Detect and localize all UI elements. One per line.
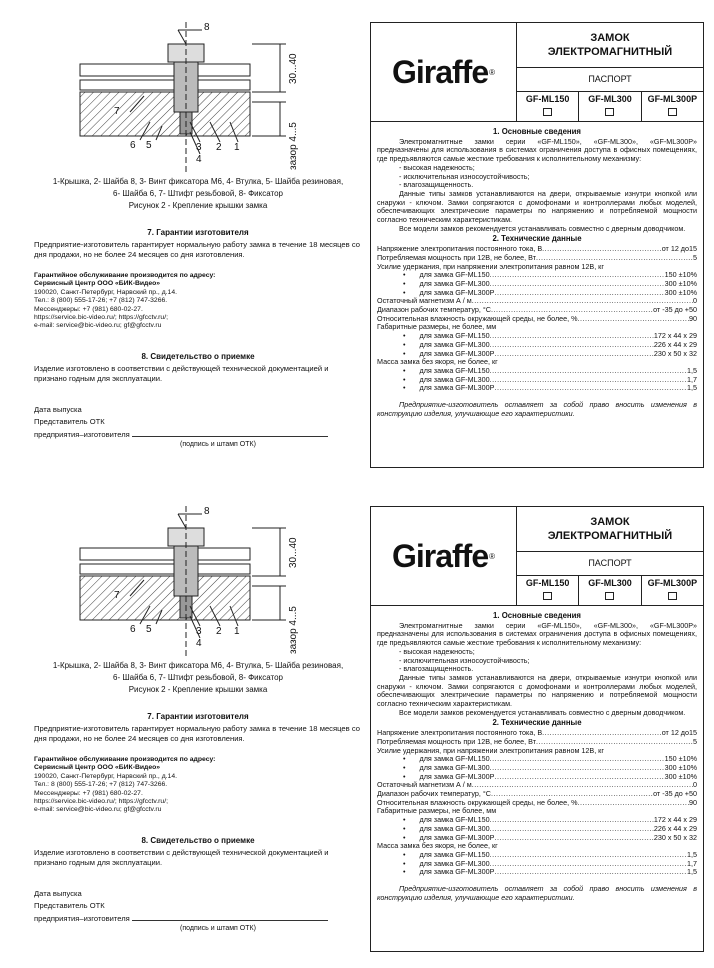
mounting-figure bbox=[70, 506, 360, 656]
caption-line-3: Рисунок 2 - Крепление крышки замка bbox=[128, 685, 268, 694]
warranty-text: Предприятие-изготовитель гарантирует нормальную работу замка в течение 18 месяцев со дня продажи, но не более 24 месяцев со дня изготовления. bbox=[34, 724, 360, 743]
label-6: 6 bbox=[130, 624, 136, 635]
section-1-recommendation: Все модели замков рекомендуется устанавливать совместно с дверным доводчиком. bbox=[399, 707, 686, 717]
caption-line-1: 1-Крышка, 2- Шайба 8, 3- Винт фиксатора М6, 4- Втулка, 5- Шайба резиновая, bbox=[52, 661, 344, 670]
spec-mass-row: • для замка GF-ML300P ..... 1,5 bbox=[377, 384, 697, 393]
spec-humidity: Относительная влажность окружающей среды, не более, % ..... 90 bbox=[377, 315, 697, 324]
model-name: GF-ML300P bbox=[647, 578, 698, 588]
spec-mass-label: Масса замка без якоря, не более, кг bbox=[377, 357, 498, 367]
title-line-1: ЗАМОК bbox=[590, 32, 630, 44]
mounting-figure bbox=[70, 22, 360, 172]
registered-mark: ® bbox=[489, 551, 496, 561]
manufacturer-note: Предприятие-изготовитель оставляет за собой право вносить изменения в конструкцию изделия, улучшающие его характеристики. bbox=[377, 400, 697, 418]
model-gf-ml300 bbox=[579, 91, 641, 121]
label-8: 8 bbox=[204, 506, 210, 517]
spec-dims-label: Габаритные размеры, не более, мм bbox=[377, 322, 497, 332]
model-checkbox[interactable] bbox=[605, 592, 614, 600]
section-1-usage: Данные типы замков устанавливаются на двери, открываемые изнутри кнопкой или снаружи - ключом. Замки сопрягаются с домофонами и контроллерами любых моделей, обеспечивающих электрические параметры по напряжению и потребляемой мощности согласно техническим характеристикам. bbox=[377, 672, 697, 709]
label-3: 3 bbox=[196, 142, 202, 153]
feature-item: - высокая надежность; bbox=[399, 646, 475, 656]
service-info bbox=[34, 272, 360, 331]
spec-dims-label: Габаритные размеры, не более, мм bbox=[377, 806, 497, 816]
spec-dims-row: • для замка GF-ML150 ..... 172 x 44 x 29 bbox=[377, 332, 697, 341]
service-links: https://service.bic-video.ru/; https://gfcctv.ru/; bbox=[34, 314, 168, 322]
manufacturer-note: Предприятие-изготовитель оставляет за собой право вносить изменения в конструкцию изделия, улучшающие его характеристики. bbox=[377, 884, 697, 902]
model-name: GF-ML300 bbox=[588, 94, 632, 104]
signature-line bbox=[132, 912, 328, 921]
product-title bbox=[517, 507, 703, 552]
spec-force-row: • для замка GF-ML300 ..... 300 ±10% bbox=[377, 764, 697, 773]
sign-hint: (подпись и штамп ОТК) bbox=[180, 441, 256, 448]
service-line-2: Сервисный Центр ООО «БИК-Видео» bbox=[34, 764, 161, 772]
passport-header bbox=[371, 507, 703, 606]
spec-dims-row: • для замка GF-ML300P ..... 230 x 50 x 32 bbox=[377, 350, 697, 359]
label-3: 3 bbox=[196, 626, 202, 637]
spec-dims-row: • для замка GF-ML300 ..... 226 x 44 x 29 bbox=[377, 825, 697, 834]
service-address: 190020, Санкт-Петербург, Нарвский пр., д.14. bbox=[34, 772, 177, 780]
gap-label: зазор 4...5 bbox=[288, 606, 299, 654]
label-8: 8 bbox=[204, 22, 210, 33]
label-7: 7 bbox=[114, 590, 120, 601]
section-1-intro: Электромагнитные замки серии «GF-ML150», «GF-ML300», «GF-ML300P» предназначены для использования в системах ограничения доступа в офисных помещениях, где предъявляются самые жесткие требования к исполнительному механизму: bbox=[377, 136, 697, 164]
model-name: GF-ML150 bbox=[525, 94, 570, 104]
model-list bbox=[517, 575, 703, 605]
label-7: 7 bbox=[114, 106, 120, 117]
spec-force-row: • для замка GF-ML150 ..... 150 ±10% bbox=[377, 755, 697, 764]
feature-item: - влагозащищенность. bbox=[399, 180, 474, 190]
model-gf-ml150 bbox=[517, 91, 579, 121]
service-messengers: Мессенджеры: +7 (981) 680-02-27. bbox=[34, 305, 143, 313]
section-1-intro: Электромагнитные замки серии «GF-ML150», «GF-ML300», «GF-ML300P» предназначены для использования в системах ограничения доступа в офисных помещениях, где предъявляются самые жесткие требования к исполнительному механизму: bbox=[377, 620, 697, 648]
label-2: 2 bbox=[216, 626, 222, 637]
figure-caption bbox=[30, 660, 366, 696]
model-name: GF-ML150 bbox=[525, 578, 570, 588]
model-name: GF-ML300 bbox=[588, 578, 632, 588]
model-checkbox[interactable] bbox=[543, 592, 552, 600]
passport-page-bottom bbox=[0, 484, 714, 968]
gap-label: зазор 4...5 bbox=[288, 122, 299, 170]
section-2-title: 2. Технические данные bbox=[492, 718, 582, 728]
sign-hint: (подпись и штамп ОТК) bbox=[180, 925, 256, 932]
spec-power: Потребляемая мощность при 12В, не более, Вт ..... 5 bbox=[377, 738, 697, 747]
service-phone: Тел.: 8 (800) 555-17-26; +7 (812) 747-3266. bbox=[34, 781, 168, 789]
passport-card bbox=[370, 506, 704, 952]
passport-header bbox=[371, 23, 703, 122]
passport-label: ПАСПОРТ bbox=[517, 67, 703, 92]
title-line-2: ЭЛЕКТРОМАГНИТНЫЙ bbox=[547, 46, 673, 58]
release-date-label: Дата выпуска bbox=[34, 405, 82, 414]
model-gf-ml150 bbox=[517, 575, 579, 605]
spec-mass-label: Масса замка без якоря, не более, кг bbox=[377, 841, 498, 851]
model-list bbox=[517, 91, 703, 121]
warranty-title: 7. Гарантии изготовителя bbox=[147, 712, 249, 721]
model-checkbox[interactable] bbox=[668, 592, 677, 600]
model-gf-ml300p bbox=[642, 91, 703, 121]
label-6: 6 bbox=[130, 140, 136, 151]
feature-item: - исключительная износоустойчивость; bbox=[399, 171, 530, 181]
label-4: 4 bbox=[196, 638, 202, 649]
spec-mass-row: • для замка GF-ML300P ..... 1,5 bbox=[377, 868, 697, 877]
spec-voltage: Напряжение электропитания постоянного тока, В ..... от 12 до15 bbox=[377, 245, 697, 254]
spec-force-row: • для замка GF-ML150 ..... 150 ±10% bbox=[377, 271, 697, 280]
label-1: 1 bbox=[234, 142, 240, 153]
feature-item: - высокая надежность; bbox=[399, 162, 475, 172]
spec-residual: Остаточный магнетизм А / м ..... 0 bbox=[377, 781, 697, 790]
giraffe-logo bbox=[371, 507, 517, 605]
sign-block bbox=[34, 888, 360, 925]
registered-mark: ® bbox=[489, 67, 496, 77]
service-line-2: Сервисный Центр ООО «БИК-Видео» bbox=[34, 280, 161, 288]
signature-line bbox=[132, 428, 328, 437]
title-line-1: ЗАМОК bbox=[590, 516, 630, 528]
spec-force-row: • для замка GF-ML300P ..... 300 ±10% bbox=[377, 289, 697, 298]
caption-line-3: Рисунок 2 - Крепление крышки замка bbox=[128, 201, 268, 210]
service-messengers: Мессенджеры: +7 (981) 680-02-27. bbox=[34, 789, 143, 797]
spec-humidity: Относительная влажность окружающей среды, не более, % ..... 90 bbox=[377, 799, 697, 808]
service-line-1: Гарантийное обслуживание производится по адресу: bbox=[34, 272, 216, 279]
spec-mass-row: • для замка GF-ML150 ..... 1,5 bbox=[377, 851, 697, 860]
spec-force-row: • для замка GF-ML300P ..... 300 ±10% bbox=[377, 773, 697, 782]
spec-mass-row: • для замка GF-ML300 ..... 1,7 bbox=[377, 860, 697, 869]
passport-body bbox=[377, 127, 697, 419]
model-gf-ml300p bbox=[642, 575, 703, 605]
caption-line-2: 6- Шайба 6, 7- Штифт резьбовой, 8- Фиксатор bbox=[113, 673, 283, 682]
giraffe-logo bbox=[371, 23, 517, 121]
label-2: 2 bbox=[216, 142, 222, 153]
model-name: GF-ML300P bbox=[647, 94, 698, 104]
model-checkbox[interactable] bbox=[668, 108, 677, 116]
spec-voltage: Напряжение электропитания постоянного тока, В ..... от 12 до15 bbox=[377, 729, 697, 738]
model-checkbox[interactable] bbox=[605, 108, 614, 116]
left-column bbox=[30, 0, 366, 484]
spec-force-label: Усилие удержания, при напряжении электропитания равном 12В, кг bbox=[377, 261, 604, 271]
section-1-recommendation: Все модели замков рекомендуется устанавливать совместно с дверным доводчиком. bbox=[399, 223, 686, 233]
release-date-label: Дата выпуска bbox=[34, 889, 82, 898]
service-address: 190020, Санкт-Петербург, Нарвский пр., д.14. bbox=[34, 288, 177, 296]
passport-label: ПАСПОРТ bbox=[517, 551, 703, 576]
acceptance-text: Изделие изготовлено в соответствии с действующей технической документацией и признано годным для эксплуатации. bbox=[34, 848, 329, 867]
spec-dims-row: • для замка GF-ML300 ..... 226 x 44 x 29 bbox=[377, 341, 697, 350]
sign-block bbox=[34, 404, 360, 441]
company-label: предприятия–изготовителя bbox=[34, 914, 130, 923]
model-checkbox[interactable] bbox=[543, 108, 552, 116]
product-title bbox=[517, 23, 703, 68]
spec-force-label: Усилие удержания, при напряжении электропитания равном 12В, кг bbox=[377, 745, 604, 755]
label-5: 5 bbox=[146, 624, 152, 635]
dimension-label: 30...40 bbox=[288, 53, 299, 84]
caption-line-1: 1-Крышка, 2- Шайба 8, 3- Винт фиксатора М6, 4- Втулка, 5- Шайба резиновая, bbox=[52, 177, 344, 186]
service-info bbox=[34, 756, 360, 815]
otk-rep-label: Представитель ОТК bbox=[34, 901, 105, 910]
title-line-2: ЭЛЕКТРОМАГНИТНЫЙ bbox=[547, 530, 673, 542]
model-gf-ml300 bbox=[579, 575, 641, 605]
section-1-title: 1. Основные сведения bbox=[493, 611, 581, 620]
figure-caption bbox=[30, 176, 366, 212]
acceptance-title: 8. Свидетельство о приемке bbox=[141, 836, 255, 845]
section-1-title: 1. Основные сведения bbox=[493, 127, 581, 136]
label-5: 5 bbox=[146, 140, 152, 151]
spec-dims-row: • для замка GF-ML150 ..... 172 x 44 x 29 bbox=[377, 816, 697, 825]
warranty-title: 7. Гарантии изготовителя bbox=[147, 228, 249, 237]
section-1-usage: Данные типы замков устанавливаются на двери, открываемые изнутри кнопкой или снаружи - ключом. Замки сопрягаются с домофонами и контроллерами любых моделей, обеспечивающих электрические параметры по напряжению и потребляемой мощности согласно техническим характеристикам. bbox=[377, 188, 697, 225]
spec-dims-row: • для замка GF-ML300P ..... 230 x 50 x 32 bbox=[377, 834, 697, 843]
service-email: e-mail: service@bic-video.ru; gf@gfcctv.ru bbox=[34, 806, 162, 814]
service-phone: Тел.: 8 (800) 555-17-26; +7 (812) 747-3266. bbox=[34, 297, 168, 305]
feature-item: - исключительная износоустойчивость; bbox=[399, 655, 530, 665]
logo-text: Giraffe bbox=[391, 537, 489, 574]
feature-item: - влагозащищенность. bbox=[399, 664, 474, 674]
passport-card bbox=[370, 22, 704, 468]
service-email: e-mail: service@bic-video.ru; gf@gfcctv.ru bbox=[34, 322, 162, 330]
left-column bbox=[30, 484, 366, 968]
label-1: 1 bbox=[234, 626, 240, 637]
service-links: https://service.bic-video.ru/; https://gfcctv.ru/; bbox=[34, 798, 168, 806]
spec-temperature: Диапазон рабочих температур, °С ..... от -35 до +50 bbox=[377, 306, 697, 315]
spec-mass-row: • для замка GF-ML150 ..... 1,5 bbox=[377, 367, 697, 376]
logo-text: Giraffe bbox=[391, 53, 489, 90]
acceptance-text: Изделие изготовлено в соответствии с действующей технической документацией и признано годным для эксплуатации. bbox=[34, 364, 329, 383]
section-2-title: 2. Технические данные bbox=[492, 234, 582, 244]
warranty-text: Предприятие-изготовитель гарантирует нормальную работу замка в течение 18 месяцев со дня продажи, но не более 24 месяцев со дня изготовления. bbox=[34, 240, 360, 259]
acceptance-title: 8. Свидетельство о приемке bbox=[141, 352, 255, 361]
label-4: 4 bbox=[196, 154, 202, 165]
passport-body bbox=[377, 611, 697, 903]
company-label: предприятия–изготовителя bbox=[34, 430, 130, 439]
otk-rep-label: Представитель ОТК bbox=[34, 417, 105, 426]
spec-residual: Остаточный магнетизм А / м ..... 0 bbox=[377, 297, 697, 306]
service-line-1: Гарантийное обслуживание производится по адресу: bbox=[34, 756, 216, 763]
spec-temperature: Диапазон рабочих температур, °С ..... от -35 до +50 bbox=[377, 790, 697, 799]
dimension-label: 30...40 bbox=[288, 537, 299, 568]
caption-line-2: 6- Шайба 6, 7- Штифт резьбовой, 8- Фиксатор bbox=[113, 189, 283, 198]
spec-power: Потребляемая мощность при 12В, не более, Вт ..... 5 bbox=[377, 254, 697, 263]
spec-force-row: • для замка GF-ML300 ..... 300 ±10% bbox=[377, 280, 697, 289]
spec-mass-row: • для замка GF-ML300 ..... 1,7 bbox=[377, 376, 697, 385]
